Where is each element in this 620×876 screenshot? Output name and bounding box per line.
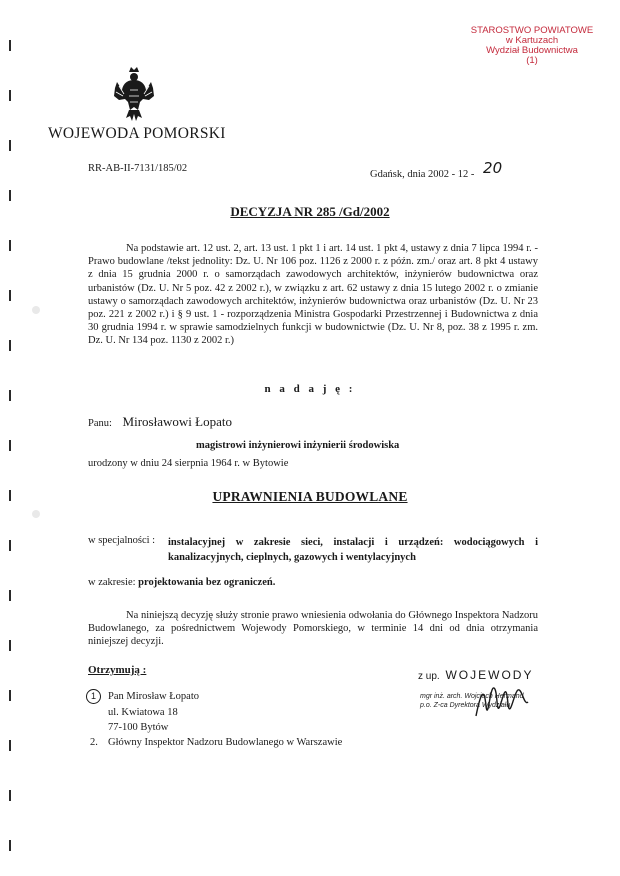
appeal-paragraph: Na niniejszą decyzję służy stronie prawo wniesienia odwołania do Głównego Inspektora Nadzoru Budowlanego, za pośrednictwem Wojewody Pomorskiego, w terminie 14 dni od dnia otrzymania niniejszej decyzji. xyxy=(88,610,538,648)
binder-mark xyxy=(9,690,11,701)
entitlement-heading: UPRAWNIENIA BUDOWLANE xyxy=(212,489,408,504)
date-printed: Gdańsk, dnia 2002 - 12 - xyxy=(370,169,475,180)
specialty-label: w specjalności : xyxy=(88,535,156,546)
recipient-birth: urodzony w dniu 24 sierpnia 1964 r. w Bytowie xyxy=(88,458,289,469)
stamp-line: w Kartuzach xyxy=(505,35,559,46)
binder-mark xyxy=(9,240,11,251)
binder-mark xyxy=(9,440,11,451)
decision-title: DECYZJA NR 285 /Gd/2002 xyxy=(230,204,390,219)
polish-eagle-emblem-icon xyxy=(113,66,155,122)
binder-mark xyxy=(9,590,11,601)
receiver-1-name: Pan Mirosław Łopato xyxy=(108,691,199,702)
binder-mark xyxy=(9,140,11,151)
registry-stamp xyxy=(452,26,612,66)
stamp-line: STAROSTWO POWIATOWE xyxy=(470,25,594,36)
stamp-line: (1) xyxy=(526,55,538,66)
issuer-name: WOJEWODA POMORSKI xyxy=(48,125,226,142)
recipient-name: Mirosławowi Łopato xyxy=(122,414,232,429)
signatory-name: mgr inż. arch. Wojciech Hermand xyxy=(420,693,524,700)
signatory-position: p.o. Z-ca Dyrektora Wydziału xyxy=(420,702,511,709)
receivers-heading: Otrzymują : xyxy=(88,664,147,676)
grants-heading: n a d a j ę : xyxy=(264,383,356,395)
binder-mark xyxy=(9,40,11,51)
binder-mark xyxy=(9,740,11,751)
scope-label: w zakresie: xyxy=(88,577,136,588)
binder-mark xyxy=(9,290,11,301)
binder-mark xyxy=(9,340,11,351)
punch-hole xyxy=(32,510,40,518)
binder-mark xyxy=(9,540,11,551)
scope-line xyxy=(88,577,275,588)
receiver-1-street: ul. Kwiatowa 18 xyxy=(108,707,178,718)
specialty-value: instalacyjnej w zakresie sieci, instalacji i urządzeń: wodociągowych i kanalizacyjnych, cieplnych, gazowych i wentylacyjnych xyxy=(168,537,538,563)
recipient-salutation: Panu: xyxy=(88,418,112,429)
stamp-line: Wydział Budownictwa xyxy=(486,45,578,56)
reference-number: RR-AB-II-7131/185/02 xyxy=(88,163,188,174)
receiver-number-circled: 1 xyxy=(86,689,101,704)
receiver-2-number: 2. xyxy=(90,737,98,748)
signature-prefix: z up. xyxy=(418,671,440,682)
binder-mark xyxy=(9,640,11,651)
binder-mark xyxy=(9,190,11,201)
recipient-title: magistrowi inżynierowi inżynierii środowiska xyxy=(196,440,400,451)
issue-date xyxy=(370,159,503,181)
handwritten-signature xyxy=(472,676,532,724)
legal-basis-paragraph: Na podstawie art. 12 ust. 2, art. 13 ust. 1 pkt 1 i art. 14 ust. 1 pkt 4, ustawy z dnia 7 lipca 1994 r. - Prawo budowlane /tekst jednolity: Dz. U. Nr 106 poz. 1126 z 2000 r. z późn. zm./ oraz art. 8 pkt 4 ustawy z dnia 15 grudnia 2000 r. o samorządach zawodowych architektów, inżynierów budownictwa oraz urbanistów (Dz. U. Nr 5 poz. 42 z 2002 r.), w związku z art. 62 ustawy z dnia 15 lutego 2002 r. o zmianie ustawy o samorządach zawodowych architektów, inżynierów budownictwa oraz urbanistów (Dz. U. Nr 23 poz. 221 z 2002 r.) i § 9 ust. 1 - rozporządzenia Ministra Gospodarki Przestrzennej i Budownictwa z dnia 30 grudnia 1994 r. w sprawie samodzielnych funkcji w budownictwie (Dz. U. Nr 8, poz. 38 z 1995 r. zm. Dz. U. Nr 134 poz. 1130 z 2002 r.) xyxy=(88,243,538,347)
date-handwritten: 20 xyxy=(483,159,503,177)
receiver-1-city: 77-100 Bytów xyxy=(108,722,169,733)
binder-mark xyxy=(9,90,11,101)
binder-mark xyxy=(9,790,11,801)
recipient-line xyxy=(88,414,232,430)
signature-office: WOJEWODY xyxy=(445,668,534,682)
punch-hole xyxy=(32,306,40,314)
binder-mark xyxy=(9,840,11,851)
receiver-2-name: Główny Inspektor Nadzoru Budowlanego w Warszawie xyxy=(108,737,343,748)
scope-value: projektowania bez ograniczeń. xyxy=(138,577,276,588)
